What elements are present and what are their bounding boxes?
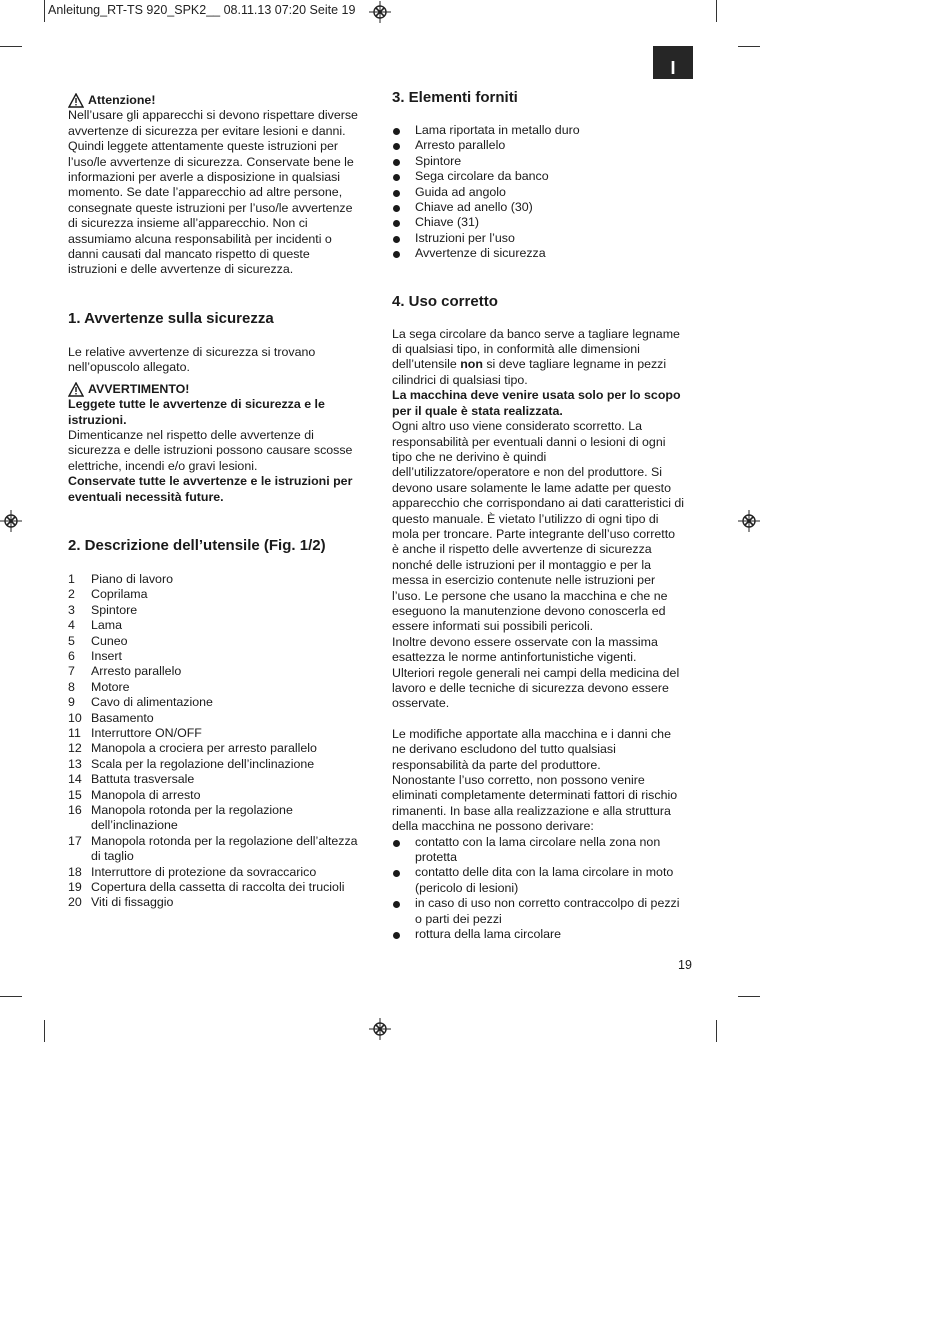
text-line: apparecchio che corrispondano ai dati caratteristici di	[392, 496, 685, 511]
item-label: Coprilama	[91, 587, 148, 602]
registration-mark-icon	[369, 1018, 391, 1040]
text-line: Nell’usare gli apparecchi si devono rispettare diverse	[68, 108, 358, 123]
item-label-line: dell’inclinazione	[91, 818, 178, 833]
text-line: Inoltre devono essere osservate con la massima	[392, 634, 658, 649]
list-item	[68, 772, 373, 787]
text-line: devono usare solamente le lame adatte per questo	[392, 480, 671, 495]
item-label: Lama	[91, 618, 122, 633]
text-line: dell’utilizzatore/operatore e non del produttore. Si	[392, 465, 663, 480]
item-label: Motore	[91, 679, 130, 694]
crop-mark	[716, 0, 717, 22]
item-label: Battuta trasversale	[91, 772, 195, 787]
warning-text	[68, 397, 373, 505]
list-item	[392, 896, 702, 927]
text-line: l’uso. Le persone che usano la macchina e che ne	[392, 588, 668, 603]
list-item	[392, 200, 702, 215]
item-number: 13	[68, 756, 82, 771]
item-number: 11	[68, 726, 81, 740]
crop-mark	[716, 1020, 717, 1042]
list-item	[68, 895, 373, 910]
item-label	[415, 835, 660, 866]
bullet-icon	[392, 927, 415, 942]
item-number: 18	[68, 864, 82, 879]
text-line: informazioni per averle a disposizione in qualsiasi	[68, 170, 341, 185]
risk-list	[392, 835, 702, 943]
registration-mark-icon	[369, 1, 391, 23]
delivery-list	[392, 123, 702, 262]
item-label: Lama riportata in metallo duro	[415, 123, 580, 137]
text-line: ne derivano escludono del tutto qualsiasi	[392, 742, 616, 757]
list-item	[68, 834, 373, 865]
text-line: Ogni altro uso viene considerato scorretto. La	[392, 419, 643, 434]
item-label	[91, 803, 293, 834]
section-4-title: 4. Uso corretto	[392, 292, 498, 310]
text-line: responsabilità per eventuali danni o lesioni di ogni	[392, 434, 666, 449]
text-line: per il quale è stata realizzata.	[392, 403, 563, 418]
text-fragment: si deve tagliare legname in pezzi	[482, 357, 667, 372]
item-number: 1	[68, 571, 75, 586]
bullet-icon	[392, 896, 415, 927]
text-line: elettriche, incendi e/o gravi lesioni.	[68, 458, 258, 473]
item-label-line: contatto con la lama circolare nella zona non	[415, 834, 661, 849]
bullet-icon	[392, 154, 415, 169]
list-item	[68, 880, 373, 895]
item-label: Arresto parallelo	[415, 138, 506, 153]
item-number: 4	[68, 618, 75, 633]
text-line: essere informati sui possibili pericoli.	[392, 619, 594, 634]
list-item	[68, 649, 373, 664]
list-item	[68, 634, 373, 649]
bullet-icon	[392, 835, 415, 866]
text-line: è anche il rispetto delle avvertenze di sicurezza	[392, 542, 652, 557]
list-item	[392, 231, 702, 246]
item-label: Cavo di alimentazione	[91, 695, 213, 710]
left-column	[68, 93, 373, 911]
text-line: momento. Se date l’apparecchio ad altre persone,	[68, 185, 343, 200]
crop-mark	[0, 46, 22, 47]
list-item	[392, 215, 702, 230]
item-label: Interruttore ON/OFF	[91, 726, 202, 740]
bullet-icon	[392, 215, 415, 230]
item-number: 17	[68, 833, 82, 848]
list-item	[68, 726, 373, 741]
item-label-line: o parti dei pezzi	[415, 911, 502, 926]
list-item	[68, 711, 373, 726]
item-number: 2	[68, 587, 75, 602]
item-number: 14	[68, 772, 82, 787]
text-line: nonché delle istruzioni per il montaggio e per la	[392, 557, 651, 572]
item-label-line: protetta	[415, 850, 458, 865]
item-label: Sega circolare da banco	[415, 169, 549, 184]
text-line: osservate.	[392, 696, 450, 711]
parts-list	[68, 572, 373, 911]
item-label: Avvertenze di sicurezza	[415, 246, 546, 261]
text-line: La sega circolare da banco serve a tagliare legname	[392, 326, 680, 341]
list-item	[68, 603, 373, 618]
text-line	[392, 357, 702, 372]
item-label	[415, 896, 679, 927]
text-fragment-bold: non	[460, 357, 483, 372]
text-fragment: dell’utensile	[392, 357, 461, 372]
item-number: 3	[68, 602, 75, 617]
item-label: Manopola di arresto	[91, 787, 201, 802]
text-line: Nonostante l’uso corretto, non possono venire	[392, 773, 645, 788]
crop-mark	[44, 1020, 45, 1042]
text-line: eventuali necessità future.	[68, 489, 224, 504]
text-line: consegnate queste istruzioni per l’uso/le avvertenze	[68, 200, 353, 215]
item-label: Chiave ad anello (30)	[415, 200, 533, 215]
list-item	[68, 803, 373, 834]
text-line: messa in esercizio contenute nelle istruzioni per	[392, 573, 656, 588]
list-item	[392, 835, 702, 866]
bullet-icon	[392, 185, 415, 200]
item-number: 12	[68, 741, 82, 756]
text-line: responsabilità da parte del produttore.	[392, 757, 601, 772]
item-label: rottura della lama circolare	[415, 927, 561, 942]
list-item	[68, 741, 373, 756]
list-item	[68, 618, 373, 633]
bullet-icon	[392, 231, 415, 246]
text-line: istruzioni.	[68, 412, 127, 427]
text-line: eliminati completamente determinati fattori di rischio	[392, 788, 678, 803]
item-label: Arresto parallelo	[91, 664, 182, 679]
item-label: Viti di fissaggio	[91, 895, 174, 910]
list-item	[68, 788, 373, 803]
item-number: 6	[68, 648, 75, 663]
text-line: l’uso/le avvertenze di sicurezza. Conservate bene le	[68, 154, 354, 169]
item-label	[415, 865, 673, 896]
bullet-icon	[392, 865, 415, 896]
text-line: assumiamo alcuna responsabilità per incidenti o	[68, 231, 332, 246]
list-item	[392, 927, 702, 942]
list-item	[68, 664, 373, 679]
warning-heading	[68, 382, 373, 397]
list-item	[68, 695, 373, 710]
text-line: di qualsiasi tipo, in conformità alle dimensioni	[392, 342, 640, 357]
bullet-icon	[392, 123, 415, 138]
text-line: avvertenze di sicurezza per evitare lesioni e danni.	[68, 123, 346, 138]
text-line: questo manuale. È vietato l’utilizzo di ogni tipo di	[392, 511, 659, 526]
item-label: Manopola a crociera per arresto parallelo	[91, 741, 317, 756]
text-line: Leggete tutte le avvertenze di sicurezza e le	[68, 397, 325, 412]
right-column	[392, 89, 702, 943]
bullet-icon	[392, 138, 415, 153]
text-line: Ulteriori regole generali nei campi della medicina del	[392, 665, 680, 680]
text-line: Le modifiche apportate alla macchina e i danni che	[392, 726, 671, 741]
list-item	[392, 865, 702, 896]
item-label: Scala per la regolazione dell’inclinazione	[91, 756, 315, 771]
text-line: lavoro e delle tecniche di sicurezza devono essere	[392, 681, 669, 695]
text-line: tipo che ne derivino è quindi	[392, 449, 547, 464]
item-number: 9	[68, 695, 75, 710]
text-line: mola per troncare. Parte integrante dell’uso corretto	[392, 526, 676, 541]
list-item	[392, 154, 702, 169]
warning-triangle-icon	[68, 93, 84, 108]
section-4-text	[392, 327, 702, 712]
attention-heading	[68, 93, 373, 108]
registration-mark-icon	[738, 510, 760, 532]
text-line: di sicurezza insieme all’apparecchio. Non ci	[68, 216, 308, 231]
item-number: 16	[68, 803, 82, 818]
item-number: 10	[68, 710, 82, 725]
text-line: eseguono la manutenzione devono conoscerla ed	[392, 603, 666, 618]
list-item	[392, 169, 702, 184]
registration-mark-icon	[0, 510, 22, 532]
item-label: Spintore	[91, 602, 138, 617]
item-label-line: Manopola rotonda per la regolazione dell’altezza	[91, 833, 358, 848]
list-item	[68, 587, 373, 602]
list-item	[392, 138, 702, 153]
item-label: Insert	[91, 648, 122, 663]
crop-mark	[0, 996, 22, 997]
section-1-text	[68, 345, 373, 376]
language-tab: I	[653, 46, 693, 79]
print-header: Anleitung_RT-TS 920_SPK2__ 08.11.13 07:20 Seite 19	[48, 3, 356, 17]
item-label-line: di taglio	[91, 849, 134, 864]
text-line: sicurezza e delle istruzioni possono causare scosse	[68, 443, 353, 458]
item-label: Piano di lavoro	[91, 571, 173, 586]
text-line: nell’opuscolo allegato.	[68, 360, 190, 375]
text-line: istruzioni e delle avvertenze di sicurezza.	[68, 262, 294, 277]
item-number: 15	[68, 787, 82, 802]
item-number: 5	[68, 633, 75, 648]
list-item	[68, 680, 373, 695]
text-line: cilindrici di qualsiasi tipo.	[392, 372, 528, 387]
item-label: Copertura della cassetta di raccolta dei trucioli	[91, 880, 345, 895]
text-line: La macchina deve venire usata solo per lo scopo	[392, 388, 681, 403]
item-label-line: in caso di uso non corretto contraccolpo di pezzi	[415, 896, 680, 911]
attention-title: Attenzione!	[88, 93, 156, 107]
attention-text	[68, 108, 373, 277]
warning-title: AVVERTIMENTO!	[88, 381, 190, 396]
bullet-icon	[392, 200, 415, 215]
text-line: Conservate tutte le avvertenze e le istruzioni per	[68, 474, 353, 489]
text-line: Dimenticanze nel rispetto delle avvertenze di	[68, 427, 314, 442]
text-line: rimanenti. In base alla realizzazione e alla struttura	[392, 803, 671, 818]
item-number: 19	[68, 880, 82, 895]
item-label: Chiave (31)	[415, 215, 480, 230]
item-label: Spintore	[415, 153, 462, 168]
section-3-title: 3. Elementi forniti	[392, 89, 518, 106]
bullet-icon	[392, 246, 415, 261]
item-number: 7	[68, 664, 75, 679]
item-label-line: contatto delle dita con la lama circolare in moto	[415, 865, 674, 880]
item-number: 20	[68, 895, 82, 910]
list-item	[392, 246, 702, 261]
crop-mark	[738, 996, 760, 997]
text-line: Le relative avvertenze di sicurezza si trovano	[68, 344, 316, 359]
list-item	[68, 572, 373, 587]
warning-triangle-icon	[68, 382, 84, 397]
text-line: danni causati dal mancato rispetto di queste	[68, 247, 310, 262]
page-number: 19	[678, 958, 692, 972]
section-2-title: 2. Descrizione dell’utensile (Fig. 1/2)	[68, 536, 326, 554]
item-label: Cuneo	[91, 633, 128, 648]
item-number: 8	[68, 679, 75, 694]
section-1-title: 1. Avvertenze sulla sicurezza	[68, 309, 274, 327]
item-label: Guida ad angolo	[415, 184, 506, 199]
item-label-line: (pericolo di lesioni)	[415, 880, 519, 895]
text-line: Quindi leggete attentamente queste istruzioni per	[68, 139, 339, 154]
crop-mark	[44, 0, 45, 22]
list-item	[68, 757, 373, 772]
item-label: Istruzioni per l’uso	[415, 230, 515, 245]
text-line: della macchina ne possono derivare:	[392, 819, 594, 834]
item-label: Basamento	[91, 710, 154, 725]
text-line: esattezza le norme antinfortunistiche vigenti.	[392, 650, 637, 665]
bullet-icon	[392, 169, 415, 184]
crop-mark	[738, 46, 760, 47]
list-item	[68, 865, 373, 880]
list-item	[392, 123, 702, 138]
item-label: Interruttore di protezione da sovraccarico	[91, 864, 317, 879]
list-item	[392, 185, 702, 200]
section-4-text-2	[392, 727, 702, 835]
item-label-line: Manopola rotonda per la regolazione	[91, 803, 293, 818]
item-label	[91, 834, 358, 865]
